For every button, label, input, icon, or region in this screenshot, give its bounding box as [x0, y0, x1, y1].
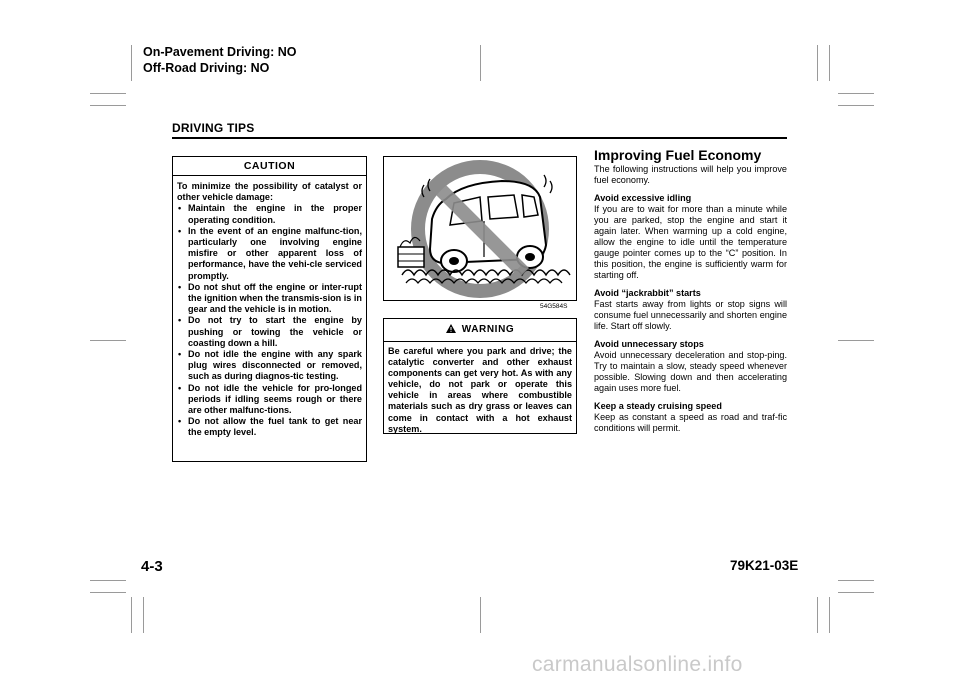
page-number: 4-3	[141, 558, 163, 575]
header-rule	[172, 137, 787, 139]
tip-heading: Avoid unnecessary stops	[594, 339, 704, 349]
warning-header	[384, 319, 576, 342]
document-code: 79K21-03E	[730, 558, 799, 573]
caution-title: CAUTION	[173, 157, 366, 176]
caution-item: • Do not shut off the engine or inter-rupt the ignition when the transmis-sion is in gear and the vehicle is in motion.	[177, 282, 362, 316]
caution-item: • Do not idle the engine with any spark plug wires disconnected or removed, such as during diagnos-tic testing.	[177, 349, 362, 383]
figure-code: 54G584S	[540, 303, 568, 310]
tip-heading: Keep a steady cruising speed	[594, 401, 722, 411]
caution-item: • In the event of an engine malfunc-tion, particularly one involving engine misfire or other apparent loss of performance, have the vehi-cle serviced promptly.	[177, 226, 362, 282]
tip-text: Avoid unnecessary deceleration and stop-ping. Try to maintain a slow, steady speed whenever possible. Slowing down and then accelerating again uses more fuel.	[594, 350, 787, 393]
warning-text: Be careful where you park and drive; the catalytic converter and other exhaust components can get very hot. As with any vehicle, do not park or operate this vehicle in areas where combustible materials such as dry grass or leaves can come in contact with a hot exhaust system.	[388, 346, 572, 434]
header-note-line2: Off-Road Driving: NO	[143, 61, 270, 75]
fuel-economy-title: Improving Fuel Economy	[594, 147, 762, 163]
fuel-economy-intro: The following instructions will help you improve fuel economy.	[594, 164, 787, 185]
watermark: carmanualsonline.info	[532, 653, 743, 676]
caution-item: • Maintain the engine in the proper operating condition.	[177, 203, 362, 225]
tip-heading: Avoid excessive idling	[594, 193, 692, 203]
tip-text: Fast starts away from lights or stop signs will consume fuel unnecessarily and shorten engine life. Start off slowly.	[594, 299, 787, 331]
caution-body	[173, 176, 366, 439]
header-note	[143, 44, 297, 76]
warning-title: WARNING	[461, 324, 515, 335]
car-on-grass-prohibited-icon	[384, 157, 576, 300]
tip-text: If you are to wait for more than a minute while you are parked, stop the engine and start it again later. When warming up a cold engine, allow the engine to idle until the temperature gauge pointer comes up to the “C” position. In this position, the engine is sufficiently warm for starting off.	[594, 204, 787, 280]
warning-triangle-icon	[446, 324, 456, 336]
warning-box	[383, 318, 577, 434]
section-title: DRIVING TIPS	[172, 121, 255, 135]
caution-item: • Do not idle the vehicle for pro-longed periods if idling seems rough or there are other malfunc-tions.	[177, 383, 362, 417]
caution-item: • Do not allow the fuel tank to get near the empty level.	[177, 416, 362, 438]
tip-text: Keep as constant a speed as road and traf-fic conditions will permit.	[594, 412, 787, 433]
no-parking-on-dry-grass-illustration	[383, 156, 577, 301]
caution-box	[172, 156, 367, 462]
caution-list	[177, 203, 362, 438]
header-note-line1: On-Pavement Driving: NO	[143, 45, 297, 59]
caution-item: • Do not try to start the engine by pushing or towing the vehicle or coasting down a hill.	[177, 315, 362, 349]
caution-intro: To minimize the possibility of catalyst or other vehicle damage:	[177, 181, 362, 203]
fuel-economy-section	[594, 146, 787, 434]
tip-heading: Avoid “jackrabbit” starts	[594, 288, 701, 298]
